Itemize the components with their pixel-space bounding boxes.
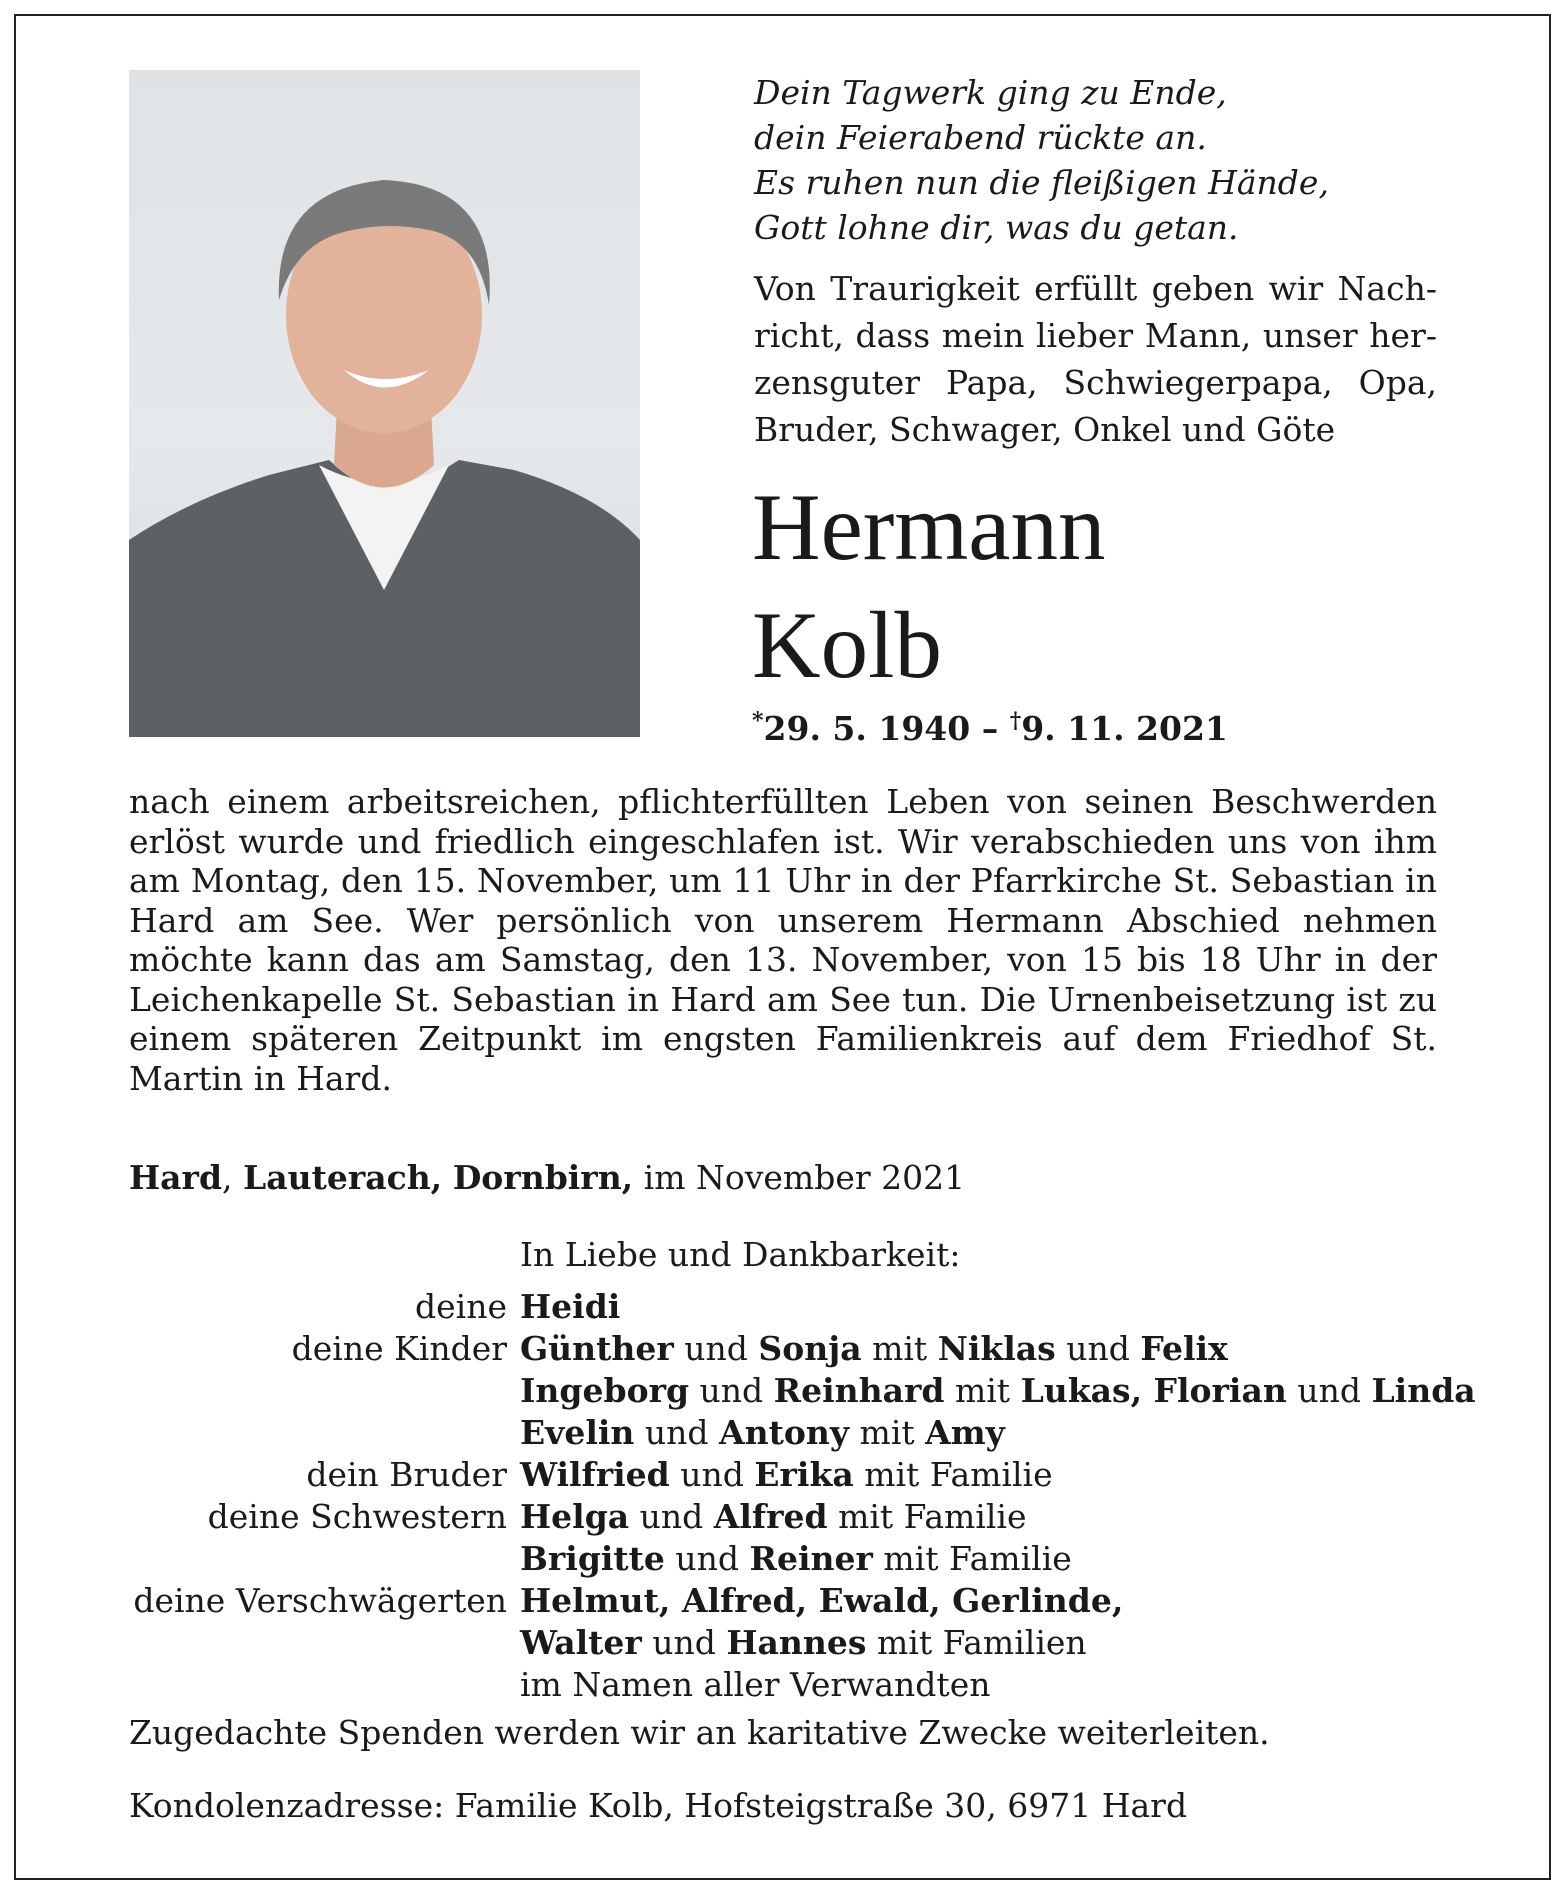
donation-note: Zugedachte Spenden werden wir an karitative Zwecke weiterleiten. [129,1713,1270,1752]
family-name: Antony [719,1413,850,1452]
place-date [129,1158,965,1197]
family-connector: und [689,1371,774,1410]
family-name: Erika [754,1455,854,1494]
family-relation: deine Schwestern [207,1497,507,1536]
family-relation: dein Bruder [306,1455,507,1494]
poem-line: Dein Tagwerk ging zu Ende, [754,73,1227,112]
family-connector: und [669,1455,755,1494]
family-name: Reiner [749,1539,873,1578]
family-relation [129,1412,520,1454]
poem-line: Gott lohne dir, was du getan. [754,208,1239,247]
family-row [129,1496,1549,1538]
family-relation [129,1622,520,1664]
family-relation: deine Verschwägerten [133,1581,507,1620]
family-connector: mit [944,1371,1021,1410]
family-name: Walter [520,1623,642,1662]
family-name: Günther [520,1329,674,1368]
birth-date: 29. 5. 1940 [763,709,971,748]
first-name: Hermann [752,474,1106,580]
place-hard: Hard [129,1158,223,1197]
family-relation: deine [415,1287,507,1326]
family-relation: deine Kinder [291,1329,507,1368]
family-members [520,1454,1053,1496]
family-name: Heidi [520,1287,621,1326]
family-members [520,1580,1123,1622]
family-name: Reinhard [773,1371,945,1410]
deceased-name [752,468,1105,704]
family-name: Linda [1371,1371,1476,1410]
family-row [129,1328,1549,1370]
intro-text: Von Traurigkeit erfüllt geben wir Nachricht, dass mein lieber Mann, unser herzensguter Papa, Schwiegerpapa, Opa, Bruder, Schwager, Onkel und Göte [754,269,1437,449]
family-members [520,1496,1027,1538]
greeting: In Liebe und Dankbarkeit: [520,1235,961,1274]
family-name: Alfred [713,1497,828,1536]
family-name: Sonja [758,1329,862,1368]
family-row [129,1580,1549,1622]
family-name: Evelin [520,1413,635,1452]
death-mark: † [1009,708,1022,734]
family-connector: mit Familien [866,1623,1087,1662]
condolence-address: Kondolenzadresse: Familie Kolb, Hofsteigstraße 30, 6971 Hard [129,1786,1188,1825]
place-lauterach: Lauterach, [243,1158,443,1197]
family-name: Hannes [726,1623,867,1662]
family-connector: und [1286,1371,1372,1410]
family-connector: mit Familie [853,1455,1053,1494]
family-name: Niklas [937,1329,1056,1368]
place-dornbirn: Dornbirn, [452,1158,634,1197]
death-date: 9. 11. 2021 [1021,709,1228,748]
family-connector: und [673,1329,759,1368]
family-relation [129,1370,520,1412]
family-connector: und [634,1413,720,1452]
family-name: Helmut, Alfred, Ewald, Gerlinde, [520,1581,1124,1620]
birth-mark: * [752,708,764,734]
family-members [520,1286,620,1328]
date-separator: – [970,709,1010,748]
family-connector: mit Familie [827,1497,1027,1536]
family-relation [129,1538,520,1580]
place-sep [442,1158,453,1197]
family-members [520,1328,1228,1370]
family-name: Felix [1140,1329,1228,1368]
family-connector: mit [849,1413,926,1452]
place-date-suffix: im November 2021 [633,1158,966,1197]
family-members [520,1622,1087,1664]
family-row [129,1538,1549,1580]
family-row [129,1412,1549,1454]
family-members [520,1538,1072,1580]
poem [754,70,1329,250]
life-dates [752,708,1228,748]
poem-line: dein Feierabend rückte an. [754,118,1207,157]
poem-line: Es ruhen nun die fleißigen Hände, [754,163,1329,202]
body-text: nach einem arbeitsreichen, pflichterfüllten Leben von seinen Beschwerden erlöst wurde und friedlich eingeschlafen ist. Wir verabschieden uns von ihm am Montag, den 15. November, um 11 Uhr in der Pfarrkirche St. Sebastian in Hard am See. Wer persönlich von unserem Hermann Abschied nehmen möchte kann das am Samstag, den 13. November, von 15 bis 18 Uhr in der Leichenkapelle St. Sebastian in Hard am See tun. Die Urnenbeisetzung ist zu einem späteren Zeitpunkt im engsten Familienkreis auf dem Friedhof St. Martin in Hard. [129,782,1437,1098]
family-connector: mit [861,1329,938,1368]
family-name: Ingeborg [520,1371,690,1410]
family-relation [129,1664,520,1706]
family-members [520,1370,1476,1412]
family-row [129,1370,1549,1412]
family-name: Wilfried [520,1455,670,1494]
family-name: Helga [520,1497,630,1536]
family-row [129,1622,1549,1664]
family-name: Amy [925,1413,1005,1452]
family-name: Brigitte [520,1539,665,1578]
family-connector: und [629,1497,714,1536]
family-list [129,1286,1549,1706]
family-connector: mit Familie [872,1539,1072,1578]
family-connector: und [641,1623,727,1662]
family-connector: und [1055,1329,1141,1368]
family-row [129,1664,1549,1706]
family-connector: im Namen aller Verwandten [520,1665,991,1704]
family-name: Lukas, Florian [1020,1371,1287,1410]
last-name: Kolb [752,592,942,698]
place-sep: , [222,1158,244,1197]
family-members [520,1412,1005,1454]
family-row [129,1286,1549,1328]
family-row [129,1454,1549,1496]
family-connector: und [664,1539,750,1578]
family-members [520,1664,990,1706]
portrait-photo [129,70,640,737]
